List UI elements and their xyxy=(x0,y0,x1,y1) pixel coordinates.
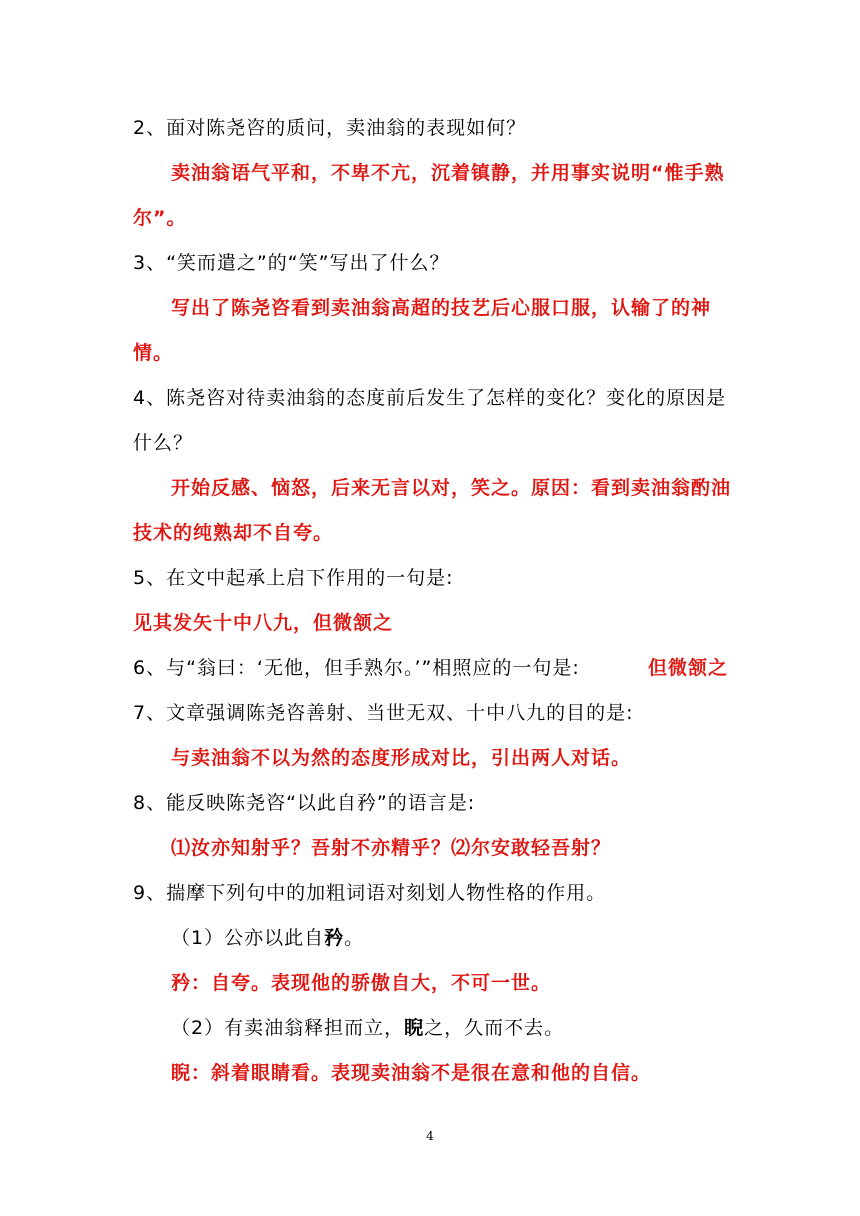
question-6: 6、与“翁曰：‘无他，但手熟尔。’”相照应的一句是: xyxy=(133,657,580,679)
answer-2-line-2: 尔”。 xyxy=(133,207,187,229)
question-4-line-2: 什么？ xyxy=(133,432,194,454)
answer-3-line-2: 情。 xyxy=(133,342,174,364)
sentence-1 xyxy=(171,926,364,950)
sentence-1-suffix: 。 xyxy=(344,927,365,949)
question-8: 8、能反映陈尧咨“以此自矜”的语言是: xyxy=(133,792,476,814)
answer-7: 与卖油翁不以为然的态度形成对比，引出两人对话。 xyxy=(171,747,632,769)
question-7: 7、文章强调陈尧咨善射、当世无双、十中八九的目的是: xyxy=(133,702,634,724)
sentence-1-prefix: （1）公亦以此自 xyxy=(171,927,325,949)
question-5: 5、在文中起承上启下作用的一句是: xyxy=(133,567,454,589)
sentence-2-suffix: 之，久而不去。 xyxy=(424,1017,565,1039)
answer-4-line-2: 技术的纯熟却不自夸。 xyxy=(133,522,334,544)
question-3: 3、“笑而遣之”的“笑”写出了什么？ xyxy=(133,252,450,274)
question-2: 2、面对陈尧咨的质问，卖油翁的表现如何？ xyxy=(133,117,527,139)
sentence-2-bold-word: 睨 xyxy=(404,1017,425,1039)
answer-8: ⑴汝亦知射乎？吾射不亦精乎？⑵尔安敢轻吾射？ xyxy=(171,837,612,859)
answer-9-1: 矜：自夸。表现他的骄傲自大，不可一世。 xyxy=(171,972,552,994)
question-9: 9、揣摩下列句中的加粗词语对刻划人物性格的作用。 xyxy=(133,882,607,904)
question-4-line-1: 4、陈尧咨对待卖油翁的态度前后发生了怎样的变化？变化的原因是 xyxy=(133,387,727,409)
sentence-1-bold-word: 矜 xyxy=(324,927,345,949)
answer-5: 见其发矢十中八九，但微颔之 xyxy=(133,612,394,634)
answer-6: 但微颔之 xyxy=(648,657,729,679)
answer-3-line-1: 写出了陈尧咨看到卖油翁高超的技艺后心服口服，认输了的神 xyxy=(171,297,712,319)
answer-4-line-1: 开始反感、恼怒，后来无言以对，笑之。原因：看到卖油翁酌油 xyxy=(171,477,732,499)
sentence-2 xyxy=(171,1016,564,1040)
answer-9-2: 睨：斜着眼睛看。表现卖油翁不是很在意和他的自信。 xyxy=(171,1062,652,1084)
page-number: 4 xyxy=(426,1129,434,1143)
answer-2-line-1: 卖油翁语气平和，不卑不亢，沉着镇静，并用事实说明“惟手熟 xyxy=(171,162,725,184)
sentence-2-prefix: （2）有卖油翁释担而立， xyxy=(171,1017,405,1039)
